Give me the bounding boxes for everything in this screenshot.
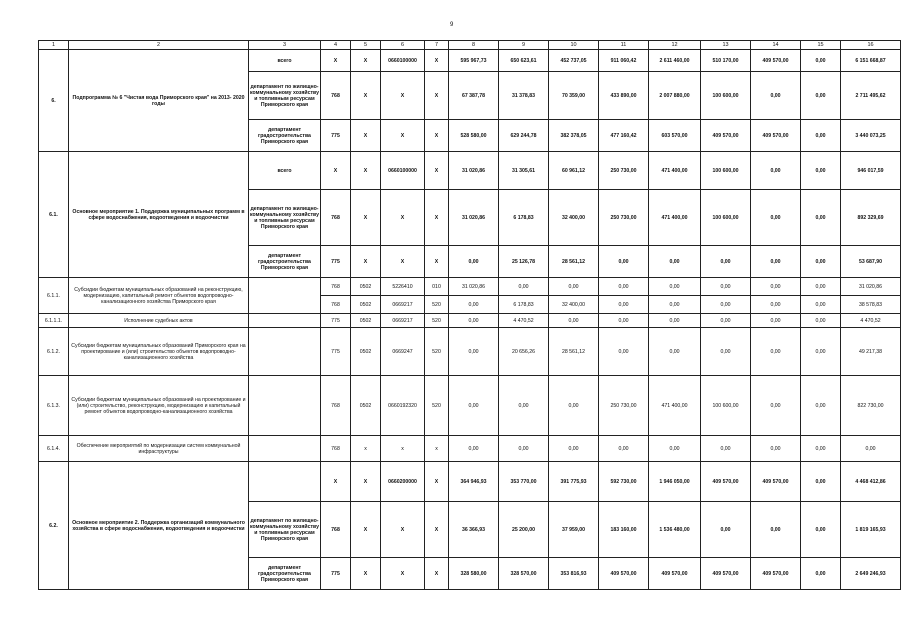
item-name: Исполнение судебных актов: [69, 314, 249, 328]
year-value: 328 570,00: [499, 558, 549, 590]
year-value: 0,00: [701, 246, 751, 278]
executor: департамент по жилищно-коммунальному хозяйству и топливным ресурсам Приморского края: [249, 72, 321, 120]
code-grbs: 768: [321, 72, 351, 120]
year-value: 0,00: [801, 328, 841, 376]
code-grbs: X: [321, 50, 351, 72]
code-csr: x: [381, 436, 425, 462]
code-rzpr: 0502: [351, 328, 381, 376]
year-value: 100 600,00: [701, 190, 751, 246]
executor: [249, 436, 321, 462]
year-value: 60 961,12: [549, 152, 599, 190]
year-value: 0,00: [751, 314, 801, 328]
table-row: [39, 376, 901, 436]
year-value: 0,00: [599, 328, 649, 376]
code-vr: X: [425, 120, 449, 152]
item-name: Субсидии бюджетам муниципальных образований на проектирование и (или) строительство, реконструкцию, модернизацию и капитальный ремонт объектов водопроводно-канализационного хозяйства: [69, 376, 249, 436]
column-number: 15: [801, 41, 841, 50]
year-value: 0,00: [751, 246, 801, 278]
code-rzpr: X: [351, 462, 381, 502]
code-csr: 0660100000: [381, 152, 425, 190]
code-grbs: 775: [321, 246, 351, 278]
code-rzpr: X: [351, 72, 381, 120]
code-rzpr: 0502: [351, 296, 381, 314]
item-name: Основное мероприятие 1. Поддержка муниципальных программ в сфере водоснабжения, водоотведения и водоочистки: [69, 152, 249, 278]
code-vr: 520: [425, 314, 449, 328]
year-value: 0,00: [801, 502, 841, 558]
year-value: 0,00: [701, 502, 751, 558]
page-number: 9: [450, 22, 454, 28]
year-value: 603 570,00: [649, 120, 701, 152]
year-value: 433 890,00: [599, 72, 649, 120]
total-value: 38 578,83: [841, 296, 901, 314]
column-number: 7: [425, 41, 449, 50]
column-number: 14: [751, 41, 801, 50]
total-value: 822 730,00: [841, 376, 901, 436]
year-value: 0,00: [801, 278, 841, 296]
column-number: 4: [321, 41, 351, 50]
year-value: 31 020,86: [449, 152, 499, 190]
column-number: 12: [649, 41, 701, 50]
executor: департамент градостроительства Приморского края: [249, 246, 321, 278]
year-value: 592 730,00: [599, 462, 649, 502]
code-grbs: 768: [321, 376, 351, 436]
year-value: 0,00: [701, 436, 751, 462]
year-value: 183 160,00: [599, 502, 649, 558]
year-value: 409 570,00: [701, 558, 751, 590]
item-number: 6.: [39, 50, 69, 152]
year-value: 0,00: [801, 120, 841, 152]
year-value: 0,00: [549, 314, 599, 328]
code-rzpr: 0502: [351, 376, 381, 436]
year-value: 471 400,00: [649, 152, 701, 190]
year-value: 2 611 460,00: [649, 50, 701, 72]
year-value: 0,00: [449, 296, 499, 314]
code-csr: X: [381, 120, 425, 152]
table-row: [39, 462, 901, 502]
column-number: 13: [701, 41, 751, 50]
column-number: 9: [499, 41, 549, 50]
total-value: 4 468 412,86: [841, 462, 901, 502]
executor: департамент градостроительства Приморского края: [249, 558, 321, 590]
year-value: 0,00: [751, 72, 801, 120]
budget-table: [38, 40, 901, 590]
year-value: 37 959,00: [549, 502, 599, 558]
code-rzpr: X: [351, 502, 381, 558]
year-value: 471 400,00: [649, 376, 701, 436]
column-number: 16: [841, 41, 901, 50]
year-value: 0,00: [751, 278, 801, 296]
code-rzpr: X: [351, 190, 381, 246]
code-rzpr: X: [351, 558, 381, 590]
code-vr: x: [425, 436, 449, 462]
year-value: 0,00: [649, 278, 701, 296]
code-csr: X: [381, 558, 425, 590]
code-vr: 520: [425, 328, 449, 376]
year-value: 0,00: [751, 190, 801, 246]
year-value: 409 570,00: [751, 50, 801, 72]
code-csr: 0669217: [381, 296, 425, 314]
code-csr: 0660100000: [381, 50, 425, 72]
year-value: 364 946,93: [449, 462, 499, 502]
year-value: 100 600,00: [701, 72, 751, 120]
year-value: 353 816,93: [549, 558, 599, 590]
year-value: 0,00: [751, 436, 801, 462]
year-value: 31 378,83: [499, 72, 549, 120]
year-value: 6 178,83: [499, 190, 549, 246]
item-number: 6.1.3.: [39, 376, 69, 436]
executor: всего: [249, 152, 321, 190]
year-value: 0,00: [801, 72, 841, 120]
total-value: 49 217,38: [841, 328, 901, 376]
code-vr: 520: [425, 376, 449, 436]
code-grbs: 768: [321, 296, 351, 314]
table-row: [39, 278, 901, 296]
code-rzpr: x: [351, 436, 381, 462]
code-csr: 0660192320: [381, 376, 425, 436]
year-value: 382 378,05: [549, 120, 599, 152]
year-value: 250 730,00: [599, 376, 649, 436]
year-value: 0,00: [801, 436, 841, 462]
year-value: 409 570,00: [649, 558, 701, 590]
year-value: 2 007 880,00: [649, 72, 701, 120]
item-name: Субсидии бюджетам муниципальных образований на реконструкцию, модернизацию, капитальный ремонт объектов водопроводно-канализационного хозяйства Приморского края: [69, 278, 249, 314]
year-value: 0,00: [499, 376, 549, 436]
year-value: 250 730,00: [599, 152, 649, 190]
year-value: 528 580,00: [449, 120, 499, 152]
code-rzpr: 0502: [351, 278, 381, 296]
year-value: 0,00: [801, 296, 841, 314]
year-value: 0,00: [701, 328, 751, 376]
year-value: 0,00: [701, 314, 751, 328]
year-value: 409 570,00: [751, 462, 801, 502]
year-value: 28 561,12: [549, 328, 599, 376]
column-number: 8: [449, 41, 499, 50]
code-rzpr: X: [351, 152, 381, 190]
year-value: 1 536 480,00: [649, 502, 701, 558]
table-row: [39, 314, 901, 328]
item-number: 6.1.1.1.: [39, 314, 69, 328]
code-vr: X: [425, 502, 449, 558]
code-vr: X: [425, 190, 449, 246]
executor: [249, 462, 321, 502]
item-name: Обеспечение мероприятий по модернизации систем коммунальной инфраструктуры: [69, 436, 249, 462]
column-number: 10: [549, 41, 599, 50]
table-row: [39, 50, 901, 72]
year-value: 409 570,00: [701, 120, 751, 152]
item-number: 6.1.: [39, 152, 69, 278]
code-vr: X: [425, 462, 449, 502]
code-csr: 0660200000: [381, 462, 425, 502]
year-value: 0,00: [701, 278, 751, 296]
year-value: 0,00: [751, 502, 801, 558]
year-value: 629 244,78: [499, 120, 549, 152]
executor: [249, 314, 321, 328]
year-value: 409 570,00: [599, 558, 649, 590]
code-vr: X: [425, 558, 449, 590]
item-number: 6.1.2.: [39, 328, 69, 376]
code-csr: X: [381, 72, 425, 120]
code-rzpr: X: [351, 246, 381, 278]
year-value: 0,00: [449, 436, 499, 462]
total-value: 2 711 495,62: [841, 72, 901, 120]
year-value: 100 600,00: [701, 376, 751, 436]
code-grbs: X: [321, 462, 351, 502]
item-number: 6.1.4.: [39, 436, 69, 462]
year-value: 0,00: [499, 278, 549, 296]
code-csr: X: [381, 246, 425, 278]
year-value: 353 770,00: [499, 462, 549, 502]
code-grbs: 768: [321, 278, 351, 296]
year-value: 911 060,42: [599, 50, 649, 72]
executor: всего: [249, 50, 321, 72]
year-value: 0,00: [801, 190, 841, 246]
total-value: 4 470,52: [841, 314, 901, 328]
code-csr: X: [381, 190, 425, 246]
year-value: 0,00: [801, 246, 841, 278]
code-vr: X: [425, 152, 449, 190]
code-grbs: 768: [321, 436, 351, 462]
year-value: 0,00: [449, 328, 499, 376]
year-value: 1 946 050,00: [649, 462, 701, 502]
item-name: Основное мероприятие 2. Поддержка организаций коммунального хозяйства в сфере водоснабжения, водоотведения и водоочистки: [69, 462, 249, 590]
code-grbs: 775: [321, 328, 351, 376]
total-value: 892 329,69: [841, 190, 901, 246]
year-value: 0,00: [801, 152, 841, 190]
year-value: 409 570,00: [701, 462, 751, 502]
code-vr: 520: [425, 296, 449, 314]
year-value: 477 160,42: [599, 120, 649, 152]
year-value: 0,00: [449, 246, 499, 278]
item-number: 6.1.1.: [39, 278, 69, 314]
column-number: 1: [39, 41, 69, 50]
code-csr: 0669217: [381, 314, 425, 328]
year-value: 67 387,78: [449, 72, 499, 120]
year-value: 0,00: [751, 296, 801, 314]
code-csr: X: [381, 502, 425, 558]
column-number: 6: [381, 41, 425, 50]
year-value: 0,00: [751, 152, 801, 190]
total-value: 1 819 165,93: [841, 502, 901, 558]
total-value: 53 687,90: [841, 246, 901, 278]
year-value: 0,00: [549, 436, 599, 462]
year-value: 409 570,00: [751, 558, 801, 590]
year-value: 0,00: [649, 314, 701, 328]
year-value: 250 730,00: [599, 190, 649, 246]
year-value: 0,00: [649, 246, 701, 278]
year-value: 0,00: [801, 376, 841, 436]
year-value: 32 400,00: [549, 190, 599, 246]
table-row: [39, 152, 901, 190]
code-grbs: 775: [321, 120, 351, 152]
item-name: Субсидии бюджетам муниципальных образований Приморского края на проектирование и (или) строительство объектов водопроводно-канализационного хозяйства: [69, 328, 249, 376]
year-value: 0,00: [649, 296, 701, 314]
year-value: 328 580,00: [449, 558, 499, 590]
code-vr: X: [425, 246, 449, 278]
code-csr: 5226410: [381, 278, 425, 296]
year-value: 0,00: [801, 314, 841, 328]
total-value: 3 440 073,25: [841, 120, 901, 152]
code-grbs: 775: [321, 558, 351, 590]
year-value: 100 600,00: [701, 152, 751, 190]
code-vr: X: [425, 50, 449, 72]
year-value: 32 400,00: [549, 296, 599, 314]
code-rzpr: 0502: [351, 314, 381, 328]
year-value: 20 656,26: [499, 328, 549, 376]
year-value: 0,00: [499, 436, 549, 462]
year-value: 0,00: [649, 436, 701, 462]
year-value: 4 470,52: [499, 314, 549, 328]
year-value: 25 200,00: [499, 502, 549, 558]
year-value: 0,00: [751, 376, 801, 436]
column-number: 5: [351, 41, 381, 50]
total-value: 6 151 668,87: [841, 50, 901, 72]
year-value: 0,00: [599, 278, 649, 296]
column-number-row: [39, 41, 901, 50]
code-vr: X: [425, 72, 449, 120]
executor: департамент по жилищно-коммунальному хозяйству и топливным ресурсам Приморского края: [249, 502, 321, 558]
total-value: 2 649 246,93: [841, 558, 901, 590]
year-value: 510 170,00: [701, 50, 751, 72]
table-row: [39, 436, 901, 462]
year-value: 0,00: [599, 296, 649, 314]
year-value: 0,00: [751, 328, 801, 376]
year-value: 0,00: [549, 376, 599, 436]
year-value: 471 400,00: [649, 190, 701, 246]
year-value: 452 737,05: [549, 50, 599, 72]
year-value: 0,00: [449, 376, 499, 436]
year-value: 0,00: [801, 462, 841, 502]
executor: [249, 328, 321, 376]
code-grbs: X: [321, 152, 351, 190]
code-grbs: 775: [321, 314, 351, 328]
year-value: 0,00: [649, 328, 701, 376]
year-value: 36 366,93: [449, 502, 499, 558]
year-value: 391 775,93: [549, 462, 599, 502]
year-value: 595 967,73: [449, 50, 499, 72]
executor: [249, 376, 321, 436]
year-value: 0,00: [801, 50, 841, 72]
year-value: 0,00: [801, 558, 841, 590]
year-value: 0,00: [599, 314, 649, 328]
total-value: 0,00: [841, 436, 901, 462]
column-number: 3: [249, 41, 321, 50]
year-value: 0,00: [549, 278, 599, 296]
code-rzpr: X: [351, 120, 381, 152]
year-value: 0,00: [599, 246, 649, 278]
code-csr: 0669247: [381, 328, 425, 376]
column-number: 11: [599, 41, 649, 50]
executor: [249, 278, 321, 314]
year-value: 650 623,61: [499, 50, 549, 72]
year-value: 31 020,86: [449, 278, 499, 296]
column-number: 2: [69, 41, 249, 50]
total-value: 31 020,86: [841, 278, 901, 296]
year-value: 70 359,00: [549, 72, 599, 120]
total-value: 946 017,59: [841, 152, 901, 190]
item-name: Подпрограмма № 6 "Чистая вода Приморского края" на 2013- 2020 годы: [69, 50, 249, 152]
item-number: 6.2.: [39, 462, 69, 590]
year-value: 31 020,86: [449, 190, 499, 246]
year-value: 0,00: [449, 314, 499, 328]
table-row: [39, 328, 901, 376]
executor: департамент градостроительства Приморского края: [249, 120, 321, 152]
code-grbs: 768: [321, 190, 351, 246]
year-value: 31 305,61: [499, 152, 549, 190]
year-value: 0,00: [599, 436, 649, 462]
code-vr: 010: [425, 278, 449, 296]
executor: департамент по жилищно-коммунальному хозяйству и топливным ресурсам Приморского края: [249, 190, 321, 246]
year-value: 0,00: [701, 296, 751, 314]
year-value: 6 178,83: [499, 296, 549, 314]
code-rzpr: X: [351, 50, 381, 72]
year-value: 409 570,00: [751, 120, 801, 152]
year-value: 28 561,12: [549, 246, 599, 278]
year-value: 25 126,78: [499, 246, 549, 278]
code-grbs: 768: [321, 502, 351, 558]
